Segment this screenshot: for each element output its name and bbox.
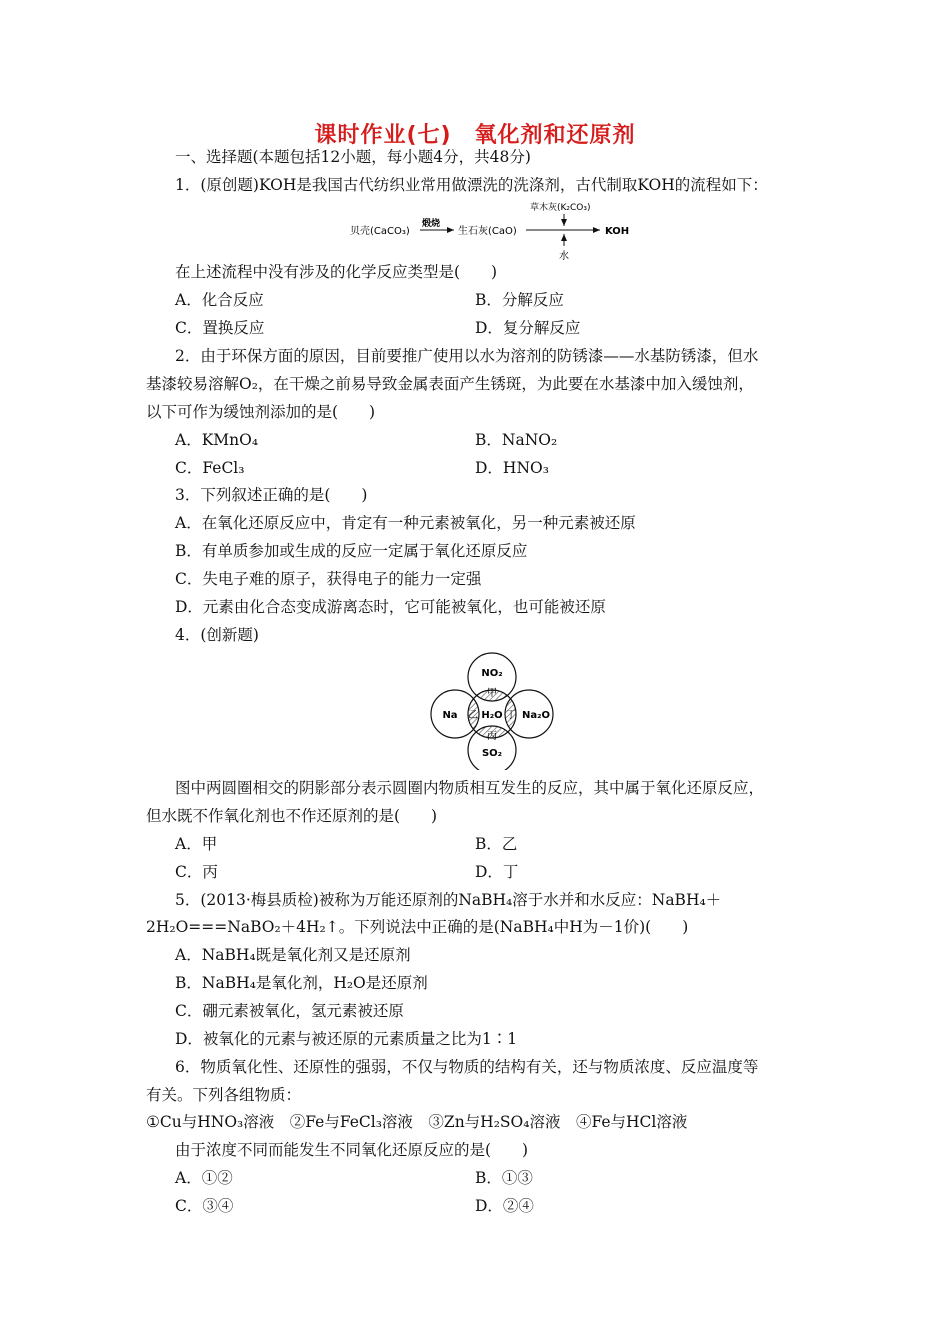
q3-option-a: A．在氧化还原反应中，肯定有一种元素被氧化，另一种元素被还原 bbox=[175, 514, 636, 532]
label-h2o: H₂O bbox=[481, 710, 503, 721]
q1-stem: 1．(原创题)KOH是我国古代纺织业常用做漂洗的洗涤剂，古代制取KOH的流程如下： bbox=[175, 176, 768, 194]
koh-flow-diagram bbox=[350, 198, 650, 264]
flow-lime: 生石灰(CaO) bbox=[458, 226, 517, 237]
label-na2o: Na₂O bbox=[522, 710, 550, 721]
q2-stem-line3: 以下可作为缓蚀剂添加的是( ) bbox=[146, 403, 376, 421]
q1-question: 在上述流程中没有涉及的化学反应类型是( ) bbox=[175, 263, 498, 281]
q4-text-line2: 但水既不作氧化剂也不作还原剂的是( ) bbox=[146, 807, 438, 825]
flow-calcine-label: 煅烧 bbox=[422, 219, 441, 229]
q5-stem-line1: 5．(2013·梅县质检)被称为万能还原剂的NaBH₄溶于水并和水反应：NaBH₄＋ bbox=[175, 891, 722, 909]
q5-option-c: C．硼元素被氧化，氢元素被还原 bbox=[175, 1002, 404, 1020]
q6-option-a: A．①② bbox=[175, 1169, 233, 1187]
q5-stem-line2: 2H₂O===NaBO₂＋4H₂↑。下列说法中正确的是(NaBH₄中H为－1价)( ) bbox=[146, 918, 689, 936]
q6-groups: ①Cu与HNO₃溶液 ②Fe与FeCl₃溶液 ③Zn与H₂SO₄溶液 ④Fe与HCl溶液 bbox=[146, 1113, 688, 1131]
q2-option-c: C．FeCl₃ bbox=[175, 459, 245, 477]
q4-option-a: A．甲 bbox=[175, 835, 218, 853]
label-na: Na bbox=[442, 710, 458, 721]
q2-option-d: D．HNO₃ bbox=[475, 459, 549, 477]
label-no2: NO₂ bbox=[481, 668, 503, 679]
q1-option-a: A．化合反应 bbox=[175, 291, 264, 309]
flow-koh: KOH bbox=[605, 226, 630, 237]
q6-stem-line1: 6．物质氧化性、还原性的强弱，不仅与物质的结构有关，还与物质浓度、反应温度等 bbox=[175, 1058, 759, 1076]
label-bing: 丙 bbox=[487, 731, 497, 742]
q5-option-d: D．被氧化的元素与被还原的元素质量之比为1∶1 bbox=[175, 1030, 518, 1048]
q6-option-c: C．③④ bbox=[175, 1197, 234, 1215]
q3-option-d: D．元素由化合态变成游离态时，它可能被氧化，也可能被还原 bbox=[175, 598, 606, 616]
q4-text-line1: 图中两圆圈相交的阴影部分表示圆圈内物质相互发生的反应，其中属于氧化还原反应， bbox=[175, 779, 765, 797]
q1-option-d: D．复分解反应 bbox=[475, 319, 581, 337]
section-heading: 一、选择题(本题包括12小题，每小题4分，共48分) bbox=[175, 148, 531, 166]
circles-diagram bbox=[430, 652, 556, 770]
q3-option-c: C．失电子难的原子，获得电子的能力一定强 bbox=[175, 570, 482, 588]
q4-option-c: C．丙 bbox=[175, 863, 218, 881]
q5-option-b: B．NaBH₄是氧化剂，H₂O是还原剂 bbox=[175, 974, 428, 992]
q2-stem-line2: 基漆较易溶解O₂，在干燥之前易导致金属表面产生锈斑，为此要在水基漆中加入缓蚀剂， bbox=[146, 375, 754, 393]
q6-question: 由于浓度不同而能发生不同氧化还原反应的是( ) bbox=[175, 1141, 529, 1159]
page-title: 课时作业(七) 氧化剂和还原剂 bbox=[314, 123, 636, 148]
flow-ash: 草木灰(K₂CO₃) bbox=[530, 203, 591, 213]
q4-stem: 4．(创新题) bbox=[175, 626, 259, 644]
q6-option-d: D．②④ bbox=[475, 1197, 534, 1215]
label-jia: 甲 bbox=[487, 688, 497, 699]
q3-stem: 3．下列叙述正确的是( ) bbox=[175, 486, 368, 504]
q6-stem-line2: 有关。下列各组物质： bbox=[146, 1086, 302, 1104]
q2-option-b: B．NaNO₂ bbox=[475, 431, 558, 449]
q2-stem-line1: 2．由于环保方面的原因，目前要推广使用以水为溶剂的防锈漆——水基防锈漆，但水 bbox=[175, 347, 759, 365]
label-ding: 丁 bbox=[506, 710, 516, 721]
label-so2: SO₂ bbox=[481, 748, 503, 759]
flow-water: 水 bbox=[559, 251, 569, 262]
q5-option-a: A．NaBH₄既是氧化剂又是还原剂 bbox=[175, 946, 411, 964]
q4-option-d: D．丁 bbox=[475, 863, 519, 881]
q1-option-b: B．分解反应 bbox=[475, 291, 564, 309]
q4-option-b: B．乙 bbox=[475, 835, 518, 853]
q6-option-b: B．①③ bbox=[475, 1169, 533, 1187]
q3-option-b: B．有单质参加或生成的反应一定属于氧化还原反应 bbox=[175, 542, 528, 560]
flow-shell: 贝壳(CaCO₃) bbox=[350, 226, 410, 237]
label-yi: 乙 bbox=[468, 710, 478, 721]
q2-option-a: A．KMnO₄ bbox=[175, 431, 259, 449]
q1-option-c: C．置换反应 bbox=[175, 319, 265, 337]
